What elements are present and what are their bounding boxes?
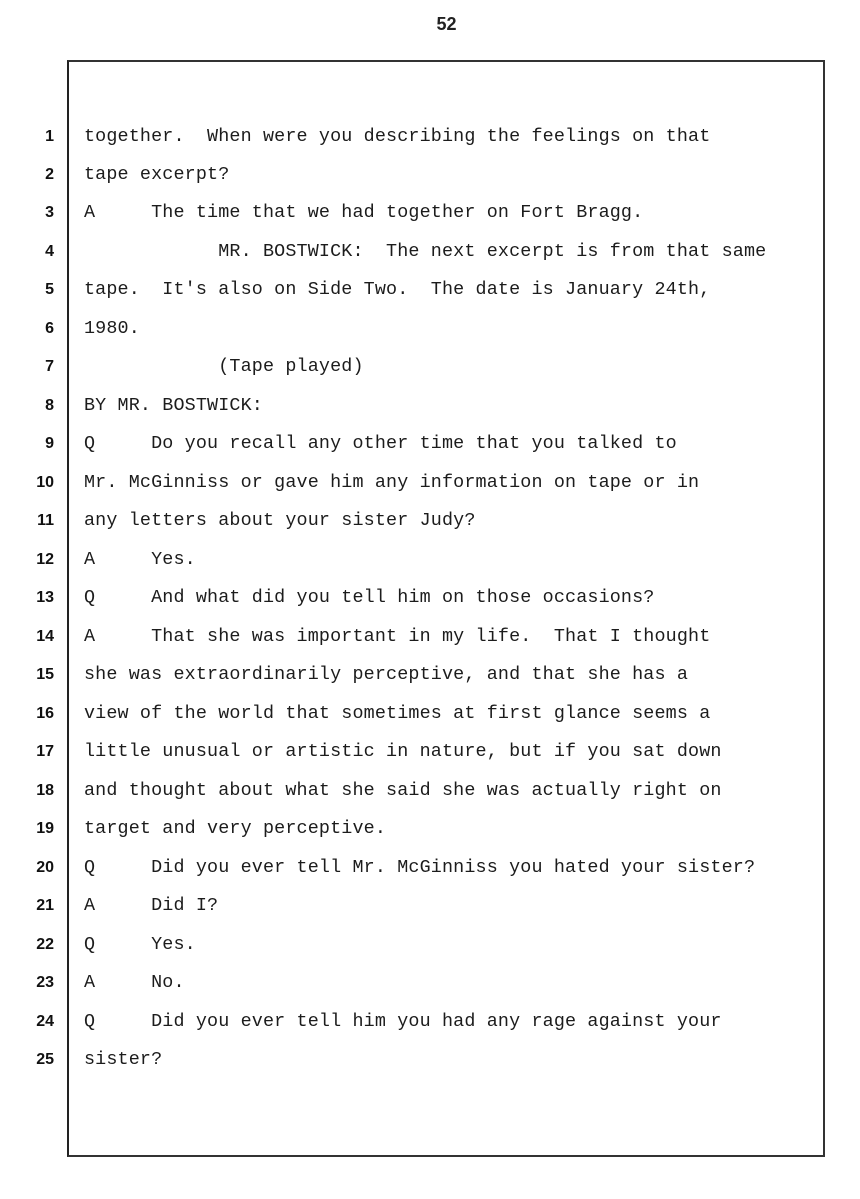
line-text: little unusual or artistic in nature, but if you sat down	[84, 741, 722, 762]
transcript-line	[0, 162, 860, 192]
line-text: (Tape played)	[84, 356, 364, 377]
line-number: 13	[36, 589, 54, 606]
transcript-line	[0, 470, 860, 500]
transcript-line	[0, 239, 860, 269]
line-number: 17	[36, 743, 54, 760]
line-number: 4	[45, 243, 54, 260]
line-number: 2	[45, 166, 54, 183]
line-number: 8	[45, 397, 54, 414]
transcript-line	[0, 778, 860, 808]
transcript-line	[0, 124, 860, 154]
transcript-line	[0, 547, 860, 577]
line-number: 5	[45, 281, 54, 298]
line-number: 11	[37, 512, 54, 529]
line-text: together. When were you describing the feelings on that	[84, 126, 711, 147]
line-text: Q And what did you tell him on those occasions?	[84, 587, 655, 608]
line-number: 18	[36, 782, 54, 799]
line-number: 9	[45, 435, 54, 452]
transcript-line	[0, 624, 860, 654]
line-text: and thought about what she said she was actually right on	[84, 780, 722, 801]
line-number: 20	[36, 859, 54, 876]
line-number: 6	[45, 320, 54, 337]
line-text: A The time that we had together on Fort Bragg.	[84, 202, 644, 223]
transcript-line	[0, 393, 860, 423]
line-text: Q Did you ever tell Mr. McGinniss you hated your sister?	[84, 857, 756, 878]
line-number: 15	[36, 666, 54, 683]
line-text: tape. It's also on Side Two. The date is January 24th,	[84, 279, 711, 300]
line-text: Q Did you ever tell him you had any rage against your	[84, 1011, 722, 1032]
line-number: 14	[36, 628, 54, 645]
line-text: she was extraordinarily perceptive, and that she has a	[84, 664, 689, 685]
line-number: 16	[36, 705, 54, 722]
transcript-line	[0, 893, 860, 923]
transcript-line	[0, 277, 860, 307]
line-number: 10	[36, 474, 54, 491]
transcript-line	[0, 662, 860, 692]
line-text: Q Do you recall any other time that you talked to	[84, 433, 677, 454]
transcript-line	[0, 585, 860, 615]
transcript-line	[0, 431, 860, 461]
transcript-line	[0, 508, 860, 538]
line-text: Q Yes.	[84, 934, 196, 955]
line-text: tape excerpt?	[84, 164, 230, 185]
line-number: 22	[36, 936, 54, 953]
transcript-line	[0, 200, 860, 230]
line-number: 21	[36, 897, 54, 914]
page-number: 52	[436, 14, 457, 34]
transcript-line	[0, 855, 860, 885]
line-number: 23	[36, 974, 54, 991]
transcript-line	[0, 816, 860, 846]
line-text: A Did I?	[84, 895, 219, 916]
line-number: 19	[36, 820, 54, 837]
line-text: view of the world that sometimes at first glance seems a	[84, 703, 711, 724]
line-text: any letters about your sister Judy?	[84, 510, 476, 531]
line-text: A That she was important in my life. That I thought	[84, 626, 711, 647]
line-text: Mr. McGinniss or gave him any information on tape or in	[84, 472, 700, 493]
line-text: A Yes.	[84, 549, 196, 570]
line-number: 3	[45, 204, 54, 221]
transcript-line	[0, 1047, 860, 1077]
line-text: target and very perceptive.	[84, 818, 387, 839]
line-text: MR. BOSTWICK: The next excerpt is from that same	[84, 241, 767, 262]
line-number: 7	[45, 358, 54, 375]
line-text: 1980.	[84, 318, 140, 339]
line-text: BY MR. BOSTWICK:	[84, 395, 263, 416]
line-number: 1	[45, 128, 54, 145]
line-number: 24	[36, 1013, 54, 1030]
transcript-line	[0, 354, 860, 384]
line-number: 25	[36, 1051, 54, 1068]
transcript-line	[0, 316, 860, 346]
line-number: 12	[36, 551, 54, 568]
transcript-line	[0, 970, 860, 1000]
transcript-line	[0, 701, 860, 731]
line-text: A No.	[84, 972, 185, 993]
transcript-line	[0, 739, 860, 769]
line-text: sister?	[84, 1049, 163, 1070]
transcript-line	[0, 1009, 860, 1039]
transcript-line	[0, 932, 860, 962]
